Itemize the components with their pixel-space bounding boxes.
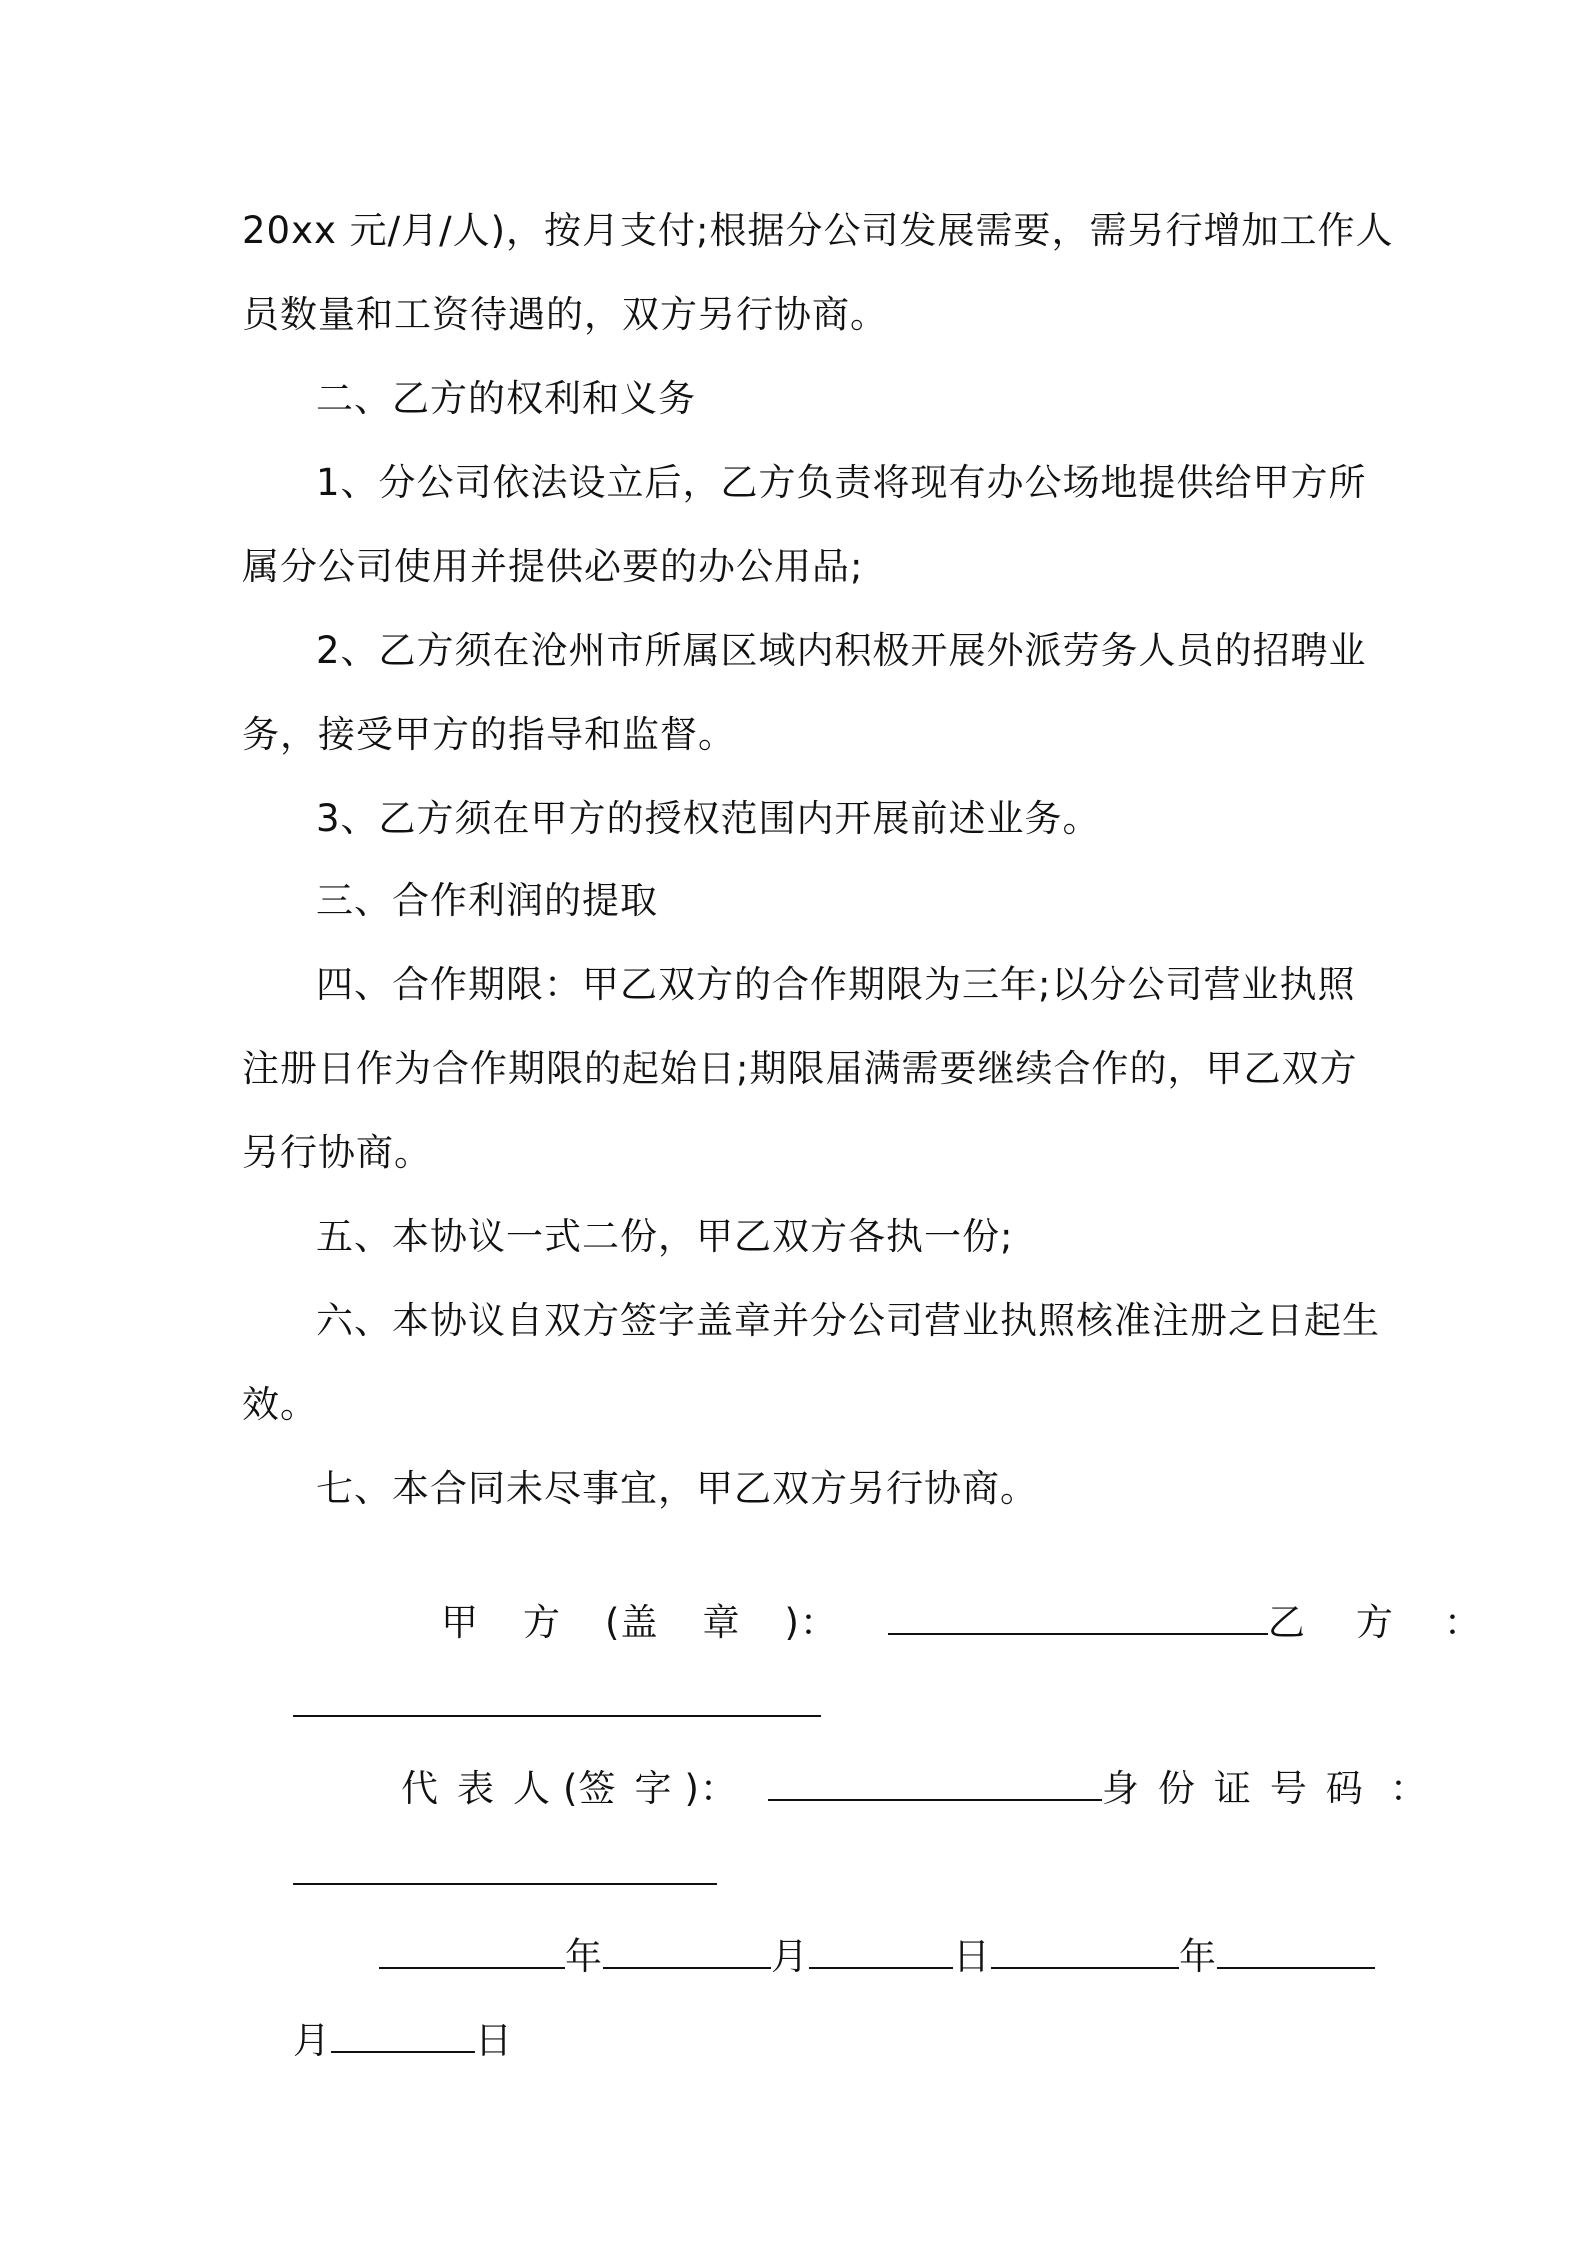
party-b-seal-blank[interactable] <box>293 1685 821 1717</box>
id-char: 证 <box>1213 1767 1252 1810</box>
paragraph-line: 四、合作期限：甲乙双方的合作期限为三年;以分公司营业执照 <box>316 963 1356 1006</box>
party-b-char: 方 <box>1355 1601 1394 1644</box>
party-a-char: 方 <box>523 1601 562 1644</box>
party-a-char: 章 <box>702 1601 741 1644</box>
month-label: 月 <box>293 2019 332 2062</box>
paragraph-line: 效。 <box>242 1383 318 1426</box>
day-blank[interactable] <box>809 1937 953 1969</box>
year-blank[interactable] <box>379 1937 565 1969</box>
party-b-char: ： <box>1443 1601 1482 1644</box>
id-char: 份 <box>1157 1767 1196 1810</box>
party-b-char: 乙 <box>1267 1601 1306 1644</box>
day-label: 日 <box>475 2019 514 2062</box>
rep-signature-blank[interactable] <box>768 1769 1102 1801</box>
party-a-char: )： <box>784 1601 838 1644</box>
paragraph-line: 1、分公司依法设立后，乙方负责将现有办公场地提供给甲方所 <box>316 461 1367 504</box>
paragraph-line: 属分公司使用并提供必要的办公用品; <box>242 545 864 588</box>
paragraph-line: 3、乙方须在甲方的授权范围内开展前述业务。 <box>316 797 1101 840</box>
paragraph-line: 注册日作为合作期限的起始日;期限届满需要继续合作的，甲乙双方 <box>242 1047 1358 1090</box>
paragraph-line: 六、本协议自双方签字盖章并分公司营业执照核准注册之日起生 <box>316 1299 1380 1342</box>
day-label: 日 <box>953 1935 992 1978</box>
year-label: 年 <box>1179 1935 1218 1978</box>
month-blank[interactable] <box>603 1937 771 1969</box>
year-blank[interactable] <box>991 1937 1179 1969</box>
section-heading: 三、合作利润的提取 <box>316 879 658 922</box>
id-char: 号 <box>1269 1767 1308 1810</box>
party-a-seal-blank[interactable] <box>888 1603 1268 1635</box>
paragraph-line: 五、本协议一式二份，甲乙双方各执一份; <box>316 1215 1014 1258</box>
id-char: 码 <box>1325 1767 1364 1810</box>
paragraph-line: 20xx 元/月/人)，按月支付;根据分公司发展需要，需另行增加工作人 <box>242 209 1394 252</box>
rep-char: 人 <box>513 1767 552 1810</box>
paragraph-line: 另行协商。 <box>242 1131 432 1174</box>
id-char: 身 <box>1101 1767 1140 1810</box>
paragraph-line: 2、乙方须在沧州市所属区域内积极开展外派劳务人员的招聘业 <box>316 629 1367 672</box>
rep-char: 字 <box>634 1767 673 1810</box>
rep-char: (签 <box>563 1767 617 1810</box>
rep-char: 表 <box>457 1767 496 1810</box>
paragraph-line: 七、本合同未尽事宜，甲乙双方另行协商。 <box>316 1467 1038 1510</box>
paragraph-line: 务，接受甲方的指导和监督。 <box>242 713 736 756</box>
section-heading: 二、乙方的权利和义务 <box>316 377 696 420</box>
date-line <box>242 1966 513 2116</box>
month-label: 月 <box>771 1935 810 1978</box>
month-blank-partial[interactable] <box>1217 1937 1375 1969</box>
id-number-blank[interactable] <box>293 1853 717 1885</box>
party-a-char: 甲 <box>441 1601 480 1644</box>
party-a-char: (盖 <box>605 1601 659 1644</box>
rep-char: 代 <box>401 1767 440 1810</box>
day-blank[interactable] <box>331 2021 475 2053</box>
year-label: 年 <box>565 1935 604 1978</box>
rep-char: )： <box>684 1767 738 1810</box>
id-char: ： <box>1389 1767 1428 1810</box>
paragraph-line: 员数量和工资待遇的，双方另行协商。 <box>242 293 888 336</box>
